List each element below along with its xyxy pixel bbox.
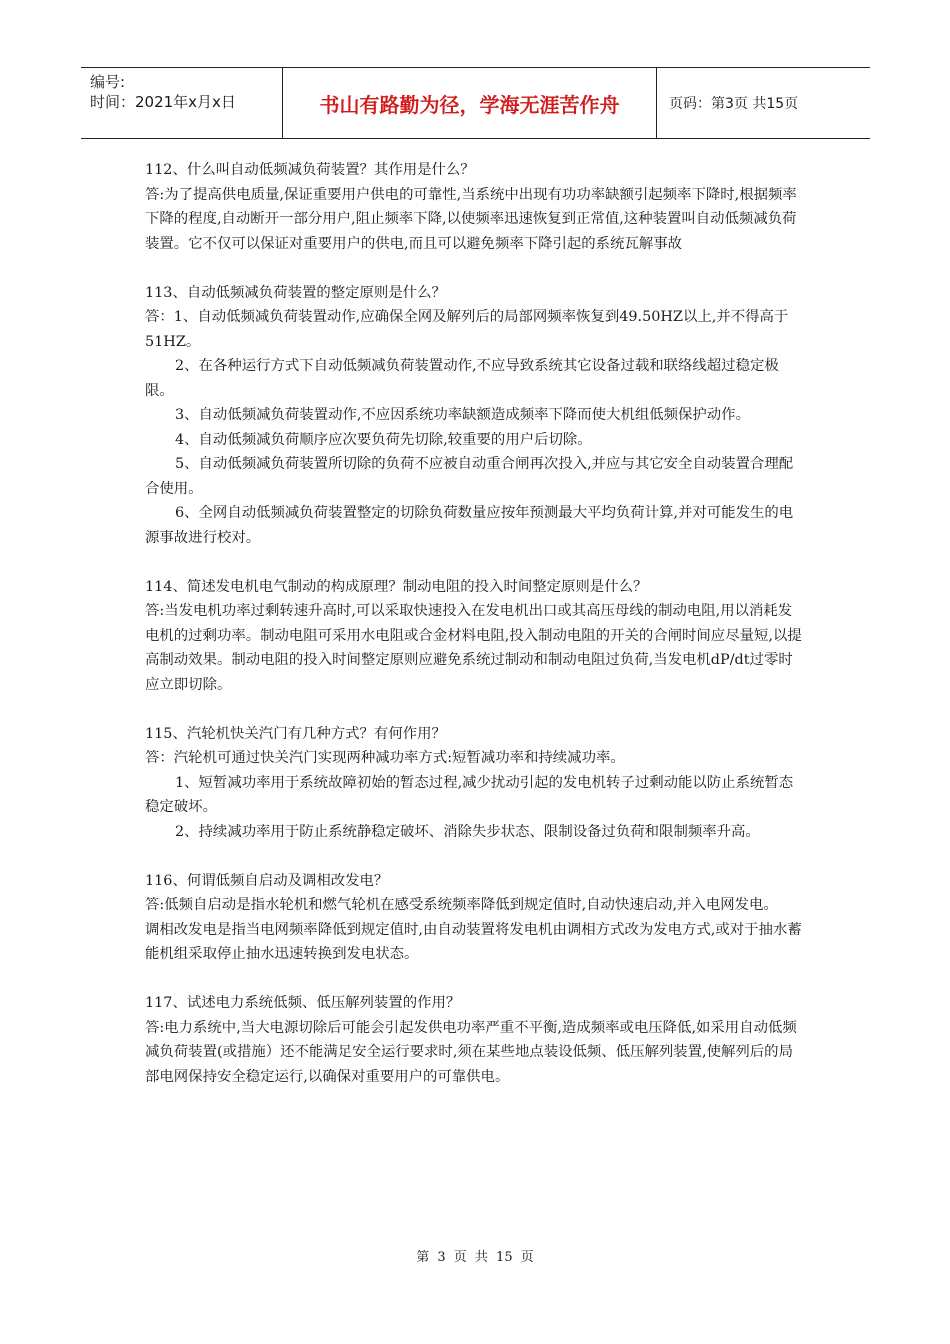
document-body — [145, 158, 805, 1114]
document-date-label: 时间：2021年x月x日 — [90, 93, 236, 111]
page-footer: 第 3 页 共 15 页 — [416, 1250, 534, 1265]
answer-paragraph: 2、在各种运行方式下自动低频减负荷装置动作,不应导致系统其它设备过载和联络线超过稳定极限。 — [145, 358, 779, 399]
answer-paragraph: 3、自动低频减负荷装置动作,不应因系统功率缺额造成频率下降而使大机组低频保护动作。 — [175, 407, 750, 423]
question-title: 113、自动低频减负荷装置的整定原则是什么？ — [145, 284, 446, 301]
answer-paragraph: 答:为了提高供电质量,保证重要用户供电的可靠性,当系统中出现有功功率缺额引起频率下降时,根据频率下降的程度,自动断开一部分用户,阻止频率下降,以使频率迅速恢复到正常值,这种装置叫自动低频减负荷装置。它不仅可以保证对重要用户的供电,而且可以避免频率下降引起的系统瓦解事故 — [145, 186, 797, 252]
page-header — [81, 67, 870, 139]
qa-section — [145, 991, 805, 1089]
header-motto: 书山有路勤为径，学海无涯苦作舟 — [319, 92, 620, 117]
answer-paragraph: 2、持续减功率用于防止系统静稳定破坏、消除失步状态、限制设备过负荷和限制频率升高。 — [175, 823, 760, 840]
question-title: 117、试述电力系统低频、低压解列装置的作用？ — [145, 995, 461, 1011]
answer-paragraph: 答:当发电机功率过剩转速升高时,可以采取快速投入在发电机出口或其高压母线的制动电阻,用以消耗发电机的过剩功率。制动电阻可采用水电阻或合金材料电阻,投入制动电阻的开关的合闸时间应尽量短,以提高制动效果。制动电阻的投入时间整定原则应避免系统过制动和制动电阻过负荷,当发电机dP/dt过零时应立即切除。 — [145, 603, 802, 693]
answer-paragraph: 6、全网自动低频减负荷装置整定的切除负荷数量应按年预测最大平均负荷计算,并对可能发生的电源事故进行校对。 — [145, 505, 794, 546]
answer-paragraph: 5、自动低频减负荷装置所切除的负荷不应被自动重合闸再次投入,并应与其它安全自动装置合理配合使用。 — [145, 456, 794, 497]
header-page-cell — [657, 68, 870, 138]
qa-section — [145, 158, 805, 256]
qa-section — [145, 575, 805, 698]
question-title: 116、何谓低频自启动及调相改发电？ — [145, 872, 389, 889]
answer-paragraph: 答：汽轮机可通过快关汽门实现两种减功率方式:短暂减功率和持续减功率。 — [145, 750, 625, 766]
header-meta — [81, 68, 283, 138]
qa-section — [145, 281, 805, 551]
document-number-label: 编号: — [90, 73, 126, 91]
answer-paragraph: 调相改发电是指当电网频率降低到规定值时,由自动装置将发电机由调相方式改为发电方式,或对于抽水蓄能机组采取停止抽水迅速转换到发电状态。 — [145, 921, 802, 962]
answer-paragraph: 答：1、自动低频减负荷装置动作,应确保全网及解列后的局部网频率恢复到49.50HZ以上,并不得高于51HZ。 — [145, 309, 789, 350]
qa-section — [145, 869, 805, 967]
answer-paragraph: 4、自动低频减负荷顺序应次要负荷先切除,较重要的用户后切除。 — [175, 431, 592, 448]
header-page-number: 页码：第3页 共15页 — [669, 96, 799, 112]
answer-paragraph: 答:低频自启动是指水轮机和燃气轮机在感受系统频率降低到规定值时,自动快速启动,并入电网发电。 — [145, 897, 778, 913]
answer-paragraph: 答:电力系统中,当大电源切除后可能会引起发供电功率严重不平衡,造成频率或电压降低,如采用自动低频减负荷装置(或措施）还不能满足安全运行要求时,须在某些地点装设低频、低压解列装置,使解列后的局部电网保持安全稳定运行,以确保对重要用户的可靠供电。 — [145, 1019, 797, 1085]
question-title: 112、什么叫自动低频减负荷装置？其作用是什么？ — [145, 162, 475, 178]
question-title: 114、简述发电机电气制动的构成原理？制动电阻的投入时间整定原则是什么？ — [145, 578, 648, 595]
header-motto-cell — [283, 68, 657, 138]
qa-section — [145, 722, 805, 845]
question-title: 115、汽轮机快关汽门有几种方式？有何作用？ — [145, 725, 446, 742]
answer-paragraph: 1、短暂减功率用于系统故障初始的暂态过程,减少扰动引起的发电机转子过剩动能以防止系统暂态稳定破坏。 — [145, 774, 794, 815]
